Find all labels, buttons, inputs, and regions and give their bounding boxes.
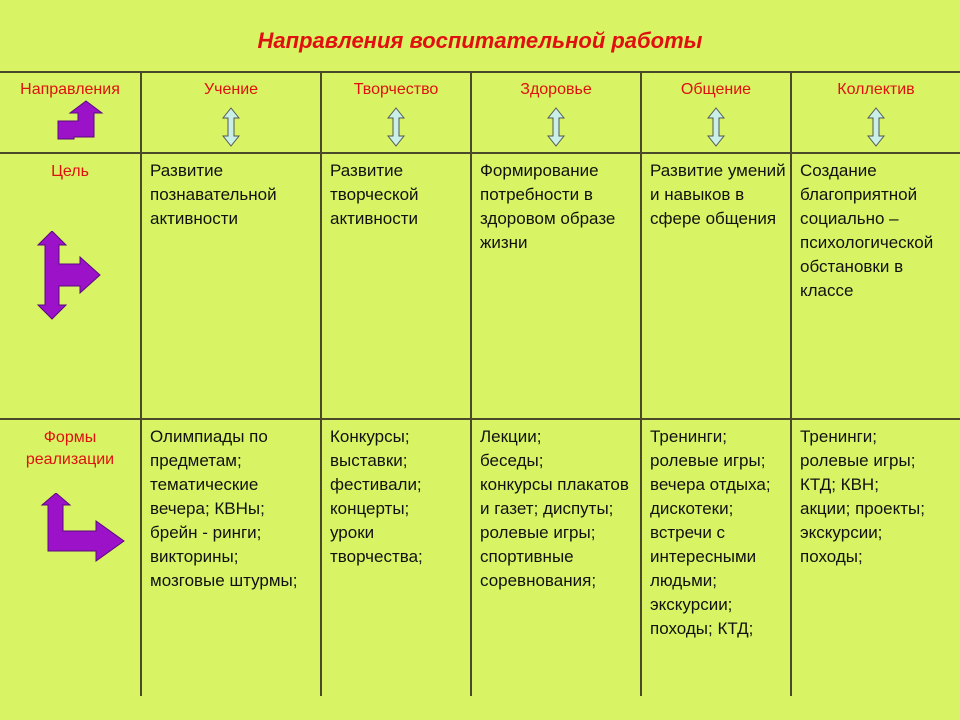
forms-cell xyxy=(641,419,791,696)
goal-cell xyxy=(321,153,471,419)
row-label-directions-cell xyxy=(0,72,141,153)
forms-cell xyxy=(471,419,641,696)
column-header-cell xyxy=(471,72,641,153)
row-label-forms: Формы реализации xyxy=(25,429,115,468)
page-title: Направления воспитательной работы xyxy=(257,28,703,53)
forms-row xyxy=(0,419,960,696)
goal-cell xyxy=(141,153,321,419)
forms-text: Лекции; беседы; конкурсы плакатов и газет; диспуты; ролевые игры; спортивные соревнования; xyxy=(480,427,629,590)
goal-row xyxy=(0,153,960,419)
goal-text: Развитие познавательной активности xyxy=(150,161,277,228)
goal-text: Формирование потребности в здоровом образе жизни xyxy=(480,161,616,252)
up-down-arrow-icon xyxy=(222,107,240,147)
column-header: Учение xyxy=(203,81,259,98)
column-header: Общение xyxy=(680,81,752,98)
goal-text: Создание благоприятной социально – психологической обстановки в классе xyxy=(800,161,934,300)
row-label-goal-cell xyxy=(0,153,141,419)
forms-cell xyxy=(321,419,471,696)
row-label-goal: Цель xyxy=(51,163,89,180)
bent-arrow-right-up-icon xyxy=(0,99,141,143)
forms-cell xyxy=(141,419,321,696)
bent-arrow-down-right-icon xyxy=(0,493,141,565)
column-header-cell xyxy=(141,72,321,153)
triple-arrow-up-down-right-icon xyxy=(0,231,141,321)
goal-cell xyxy=(471,153,641,419)
up-down-arrow-icon xyxy=(867,107,885,147)
forms-cell xyxy=(791,419,960,696)
column-header: Здоровье xyxy=(520,81,592,98)
goal-cell xyxy=(791,153,960,419)
goal-cell xyxy=(641,153,791,419)
forms-text: Конкурсы; выставки; фестивали; концерты; уроки творчества; xyxy=(330,427,423,566)
directions-table xyxy=(0,71,960,696)
forms-text: Тренинги; ролевые игры; КТД; КВН; акции; проекты; экскурсии; походы; xyxy=(800,427,925,566)
column-header: Коллектив xyxy=(837,81,915,98)
up-down-arrow-icon xyxy=(547,107,565,147)
goal-text: Развитие умений и навыков в сфере общения xyxy=(650,161,786,228)
column-header: Творчество xyxy=(353,81,439,98)
column-header-cell xyxy=(791,72,960,153)
row-label-forms-cell xyxy=(0,419,141,696)
column-header-cell xyxy=(321,72,471,153)
column-header-cell xyxy=(641,72,791,153)
goal-text: Развитие творческой активности xyxy=(330,161,419,228)
row-label-directions: Направления xyxy=(20,81,120,98)
header-row xyxy=(0,72,960,153)
forms-text: Олимпиады по предметам; тематические вечера; КВНы; брейн - ринги; викторины; мозговые штурмы; xyxy=(150,427,298,590)
forms-text: Тренинги; ролевые игры; вечера отдыха; дискотеки; встречи с интересными людьми; экскурсии; походы; КТД; xyxy=(650,427,771,638)
up-down-arrow-icon xyxy=(707,107,725,147)
up-down-arrow-icon xyxy=(387,107,405,147)
